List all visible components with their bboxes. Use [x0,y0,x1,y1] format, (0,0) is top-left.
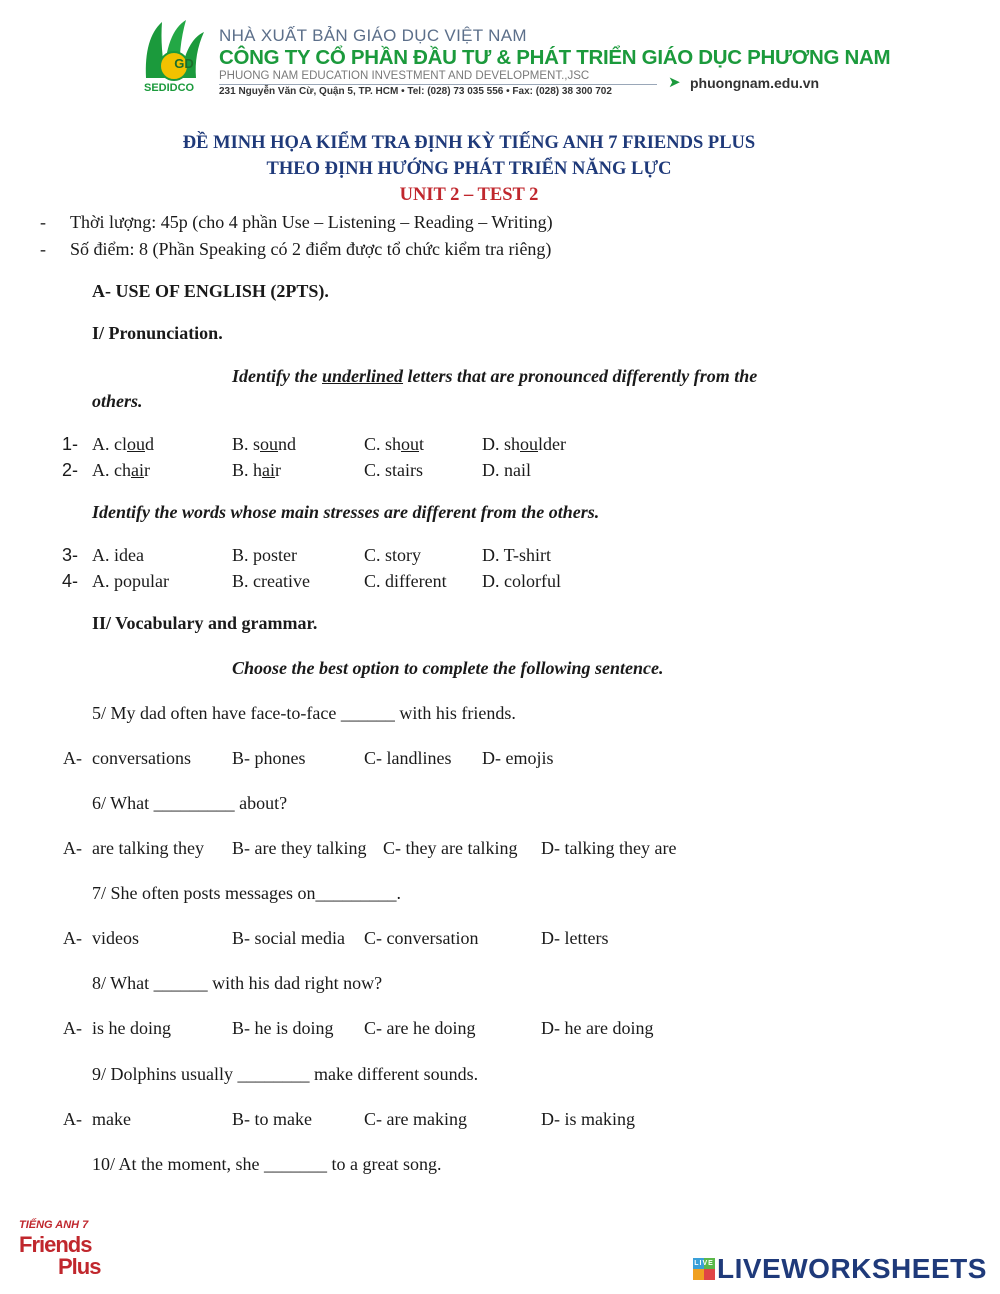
option-b[interactable]: B. sound [232,434,297,454]
pronunciation-heading: I/ Pronunciation. [92,323,223,343]
option-a-label: A- [63,748,82,768]
pronunciation-instruction-cont: others. [92,391,143,411]
question-number: 3- [62,545,79,565]
book-title-friends: Friends [19,1232,92,1257]
stress-instruction: Identify the words whose main stresses are different from the others. [92,502,600,522]
option-d[interactable]: D. colorful [482,571,561,591]
option-b[interactable]: B- he is doing [232,1018,334,1038]
option-b[interactable]: B. poster [232,545,297,565]
pronunciation-instruction: Identify the underlined letters that are pronounced differently from the [232,366,758,386]
option-b[interactable]: B- phones [232,748,306,768]
option-a[interactable]: A. popular [92,571,169,591]
option-a-label: A- [63,1109,82,1129]
info-score: Số điểm: 8 (Phần Speaking có 2 điểm được tổ chức kiểm tra riêng) [70,239,552,259]
liveworksheets-badge-text: LIVE [694,1260,714,1267]
option-c[interactable]: C. shout [364,434,425,454]
option-c[interactable]: C. stairs [364,460,424,480]
option-c[interactable]: C- are making [364,1109,467,1129]
liveworksheets-text: LIVEWORKSHEETS [717,1253,987,1284]
logo-text: GD [174,56,194,71]
option-c[interactable]: C. different [364,571,447,591]
question-6-text: 6/ What _________ about? [92,793,288,813]
question-number: 1- [62,434,79,454]
option-a[interactable]: A. chair [92,460,150,480]
logo-caption: SEDIDCO [144,82,195,94]
question-9-text: 9/ Dolphins usually ________ make different sounds. [92,1064,479,1084]
info-duration: Thời lượng: 45p (cho 4 phần Use – Listening – Reading – Writing) [70,212,553,232]
section-a-heading: A- USE OF ENGLISH (2PTS). [92,281,329,301]
option-b[interactable]: B- social media [232,928,345,948]
option-d[interactable]: D- letters [541,928,609,948]
arrow-icon: ➤ [668,74,681,91]
option-d[interactable]: D- talking they are [541,838,677,858]
question-number: 2- [62,460,79,480]
option-c[interactable]: C- are he doing [364,1018,476,1038]
info-bullet: - [40,212,46,232]
option-d[interactable]: D- he are doing [541,1018,654,1038]
option-d[interactable]: D. T-shirt [482,545,552,565]
option-a-label: A- [63,928,82,948]
option-a[interactable]: videos [92,928,139,948]
question-5-text: 5/ My dad often have face-to-face ______ with his friends. [92,703,516,723]
option-a[interactable]: A. idea [92,545,144,565]
exam-title-line2: THEO ĐỊNH HƯỚNG PHÁT TRIỂN NĂNG LỰC [266,159,672,179]
option-b[interactable]: B. creative [232,571,310,591]
option-a-label: A- [63,838,82,858]
company-name-en: PHUONG NAM EDUCATION INVESTMENT AND DEVELOPMENT.,JSC [219,70,590,82]
exam-title-line1: ĐỀ MINH HỌA KIỂM TRA ĐỊNH KỲ TIẾNG ANH 7 FRIENDS PLUS [182,133,756,153]
option-d[interactable]: D. nail [482,460,531,480]
book-series-label: TIẾNG ANH 7 [19,1219,89,1231]
question-7-text: 7/ She often posts messages on_________. [92,883,401,903]
option-a[interactable]: conversations [92,748,191,768]
vocabulary-heading: II/ Vocabulary and grammar. [92,613,318,633]
option-a-label: A- [63,1018,82,1038]
question-number: 4- [62,571,79,591]
option-d[interactable]: D- emojis [482,748,554,768]
option-d[interactable]: D. shoulder [482,434,566,454]
info-bullet: - [40,239,46,259]
option-b[interactable]: B- to make [232,1109,312,1129]
question-10-text: 10/ At the moment, she _______ to a great song. [92,1154,442,1174]
option-c[interactable]: C- landlines [364,748,452,768]
option-a[interactable]: are talking they [92,838,204,858]
publisher-name: NHÀ XUẤT BẢN GIÁO DỤC VIỆT NAM [219,26,527,45]
option-c[interactable]: C- conversation [364,928,479,948]
option-b[interactable]: B. hair [232,460,282,480]
option-c[interactable]: C. story [364,545,422,565]
book-title-plus: Plus [58,1254,101,1279]
vocabulary-instruction: Choose the best option to complete the following sentence. [232,658,664,678]
exam-title-unit: UNIT 2 – TEST 2 [399,185,539,205]
company-website: phuongnam.edu.vn [690,75,820,91]
option-b[interactable]: B- are they talking [232,838,367,858]
option-a[interactable]: A. cloud [92,434,154,454]
option-c[interactable]: C- they are talking [383,838,518,858]
option-d[interactable]: D- is making [541,1109,635,1129]
question-8-text: 8/ What ______ with his dad right now? [92,973,383,993]
company-name: CÔNG TY CỔ PHẦN ĐẦU TƯ & PHÁT TRIỂN GIÁO DỤC PHƯƠNG NAM [219,46,891,69]
header-divider [219,84,657,85]
option-a[interactable]: is he doing [92,1018,171,1038]
company-address: 231 Nguyễn Văn Cừ, Quận 5, TP. HCM • Tel: (028) 73 035 556 • Fax: (028) 38 300 702 [219,86,612,97]
option-a[interactable]: make [92,1109,131,1129]
